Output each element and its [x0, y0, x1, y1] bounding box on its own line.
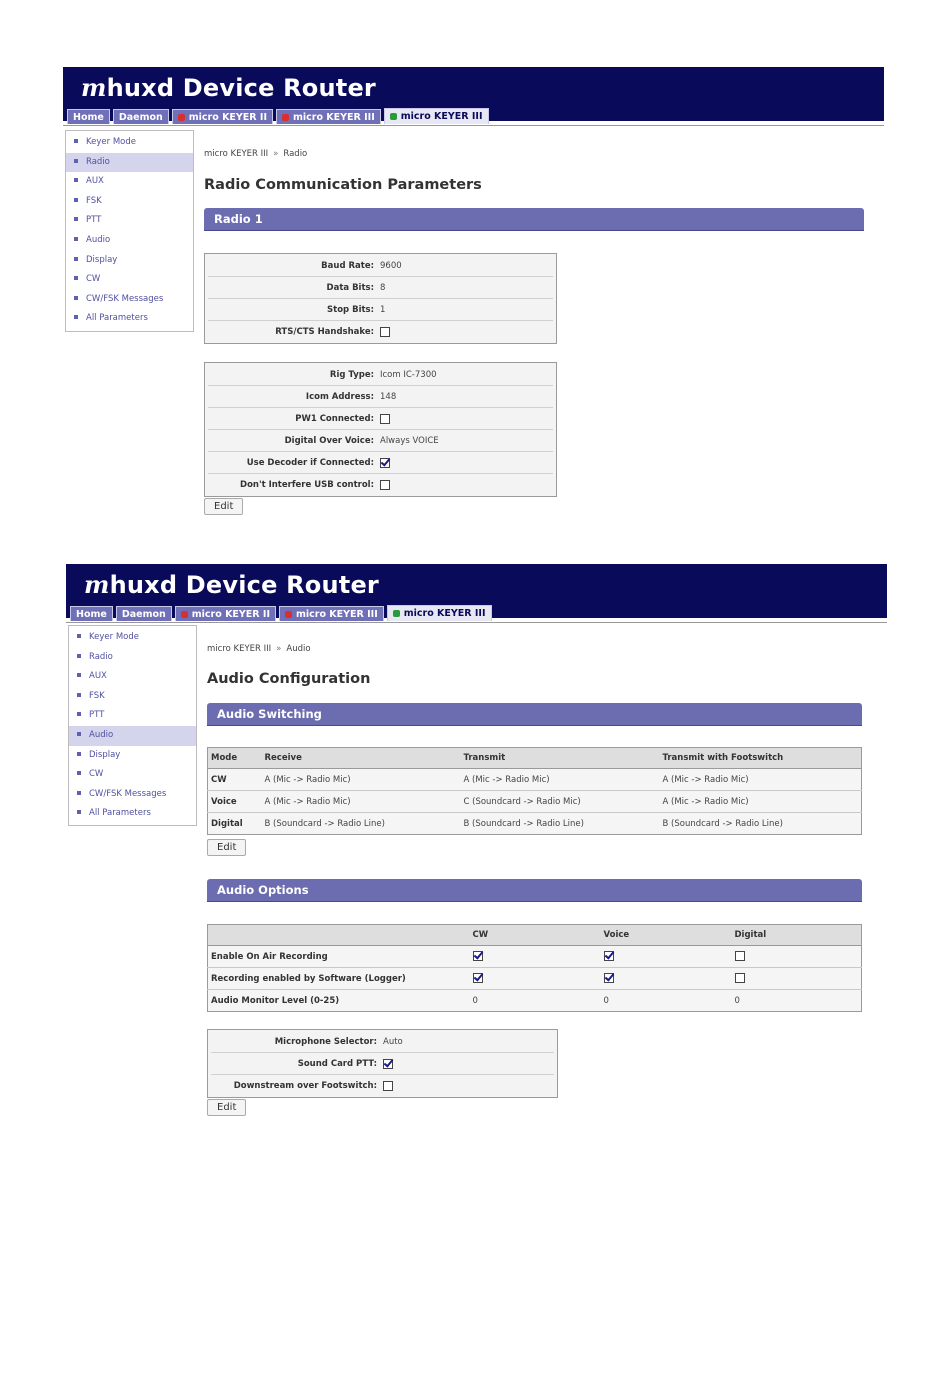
stop-bits-row: Stop Bits: 1: [208, 299, 553, 321]
sidebar-item-all-parameters[interactable]: All Parameters: [66, 309, 193, 329]
sidebar-item-display[interactable]: Display: [69, 746, 196, 766]
table-row: Recording enabled by Software (Logger): [208, 968, 862, 990]
sidebar-item-radio[interactable]: Radio: [66, 153, 193, 173]
tab-micro-keyer-iii-a[interactable]: micro KEYER III: [279, 606, 384, 621]
tab-home[interactable]: Home: [70, 606, 113, 621]
tab-micro-keyer-ii[interactable]: micro KEYER II: [172, 109, 273, 124]
switching-edit-button[interactable]: Edit: [207, 839, 246, 856]
audio-screen: [66, 564, 887, 1113]
audio-switching-table: [207, 747, 862, 835]
sidebar-item-cw-fsk-messages[interactable]: CW/FSK Messages: [66, 290, 193, 310]
sidebar-menu: [65, 130, 194, 332]
baud-rate-row: Baud Rate: 9600: [208, 255, 553, 277]
nav-tabs: [70, 602, 495, 618]
tab-daemon[interactable]: Daemon: [113, 109, 169, 124]
column-header: Voice: [601, 925, 732, 946]
sidebar-item-keyer-mode[interactable]: Keyer Mode: [66, 133, 193, 153]
dont-interfere-usb-row: Don't Interfere USB control:: [208, 474, 553, 495]
page-title: Audio Configuration: [207, 671, 371, 687]
column-header: Digital: [732, 925, 862, 946]
options-edit-button[interactable]: Edit: [207, 1099, 246, 1116]
mic-selector-value: Auto: [383, 1036, 403, 1047]
red-device-icon: [282, 114, 289, 121]
sidebar-item-cw[interactable]: CW: [66, 270, 193, 290]
on-air-recording-voice-checkbox[interactable]: [604, 951, 614, 961]
table-header: [208, 748, 862, 769]
software-recording-digital-checkbox[interactable]: [735, 973, 745, 983]
bullet-icon: [77, 673, 81, 677]
bullet-icon: [77, 712, 81, 716]
bullet-icon: [77, 693, 81, 697]
rig-type-row: Rig Type: Icom IC-7300: [208, 364, 553, 386]
breadcrumb-page: Audio: [286, 644, 311, 654]
radio-edit-button[interactable]: Edit: [204, 498, 243, 515]
tab-micro-keyer-iii-b[interactable]: micro KEYER III: [384, 108, 489, 124]
monitor-level-cw: 0: [470, 990, 601, 1012]
sidebar-item-cw-fsk-messages[interactable]: CW/FSK Messages: [69, 785, 196, 805]
mic-selector-row: Microphone Selector: Auto: [211, 1031, 554, 1053]
pw1-connected-row: PW1 Connected:: [208, 408, 553, 430]
rig-type-value: Icom IC-7300: [380, 369, 437, 380]
software-recording-cw-checkbox[interactable]: [473, 973, 483, 983]
icom-address-value: 148: [380, 391, 397, 402]
bullet-icon: [74, 257, 78, 261]
breadcrumb: micro KEYER III » Audio: [207, 644, 311, 654]
bullet-icon: [74, 276, 78, 280]
bullet-icon: [74, 296, 78, 300]
baud-rate-value: 9600: [380, 260, 402, 271]
red-device-icon: [178, 114, 185, 121]
app-header: [63, 67, 884, 121]
tab-home[interactable]: Home: [67, 109, 110, 124]
app-title: mhuxd Device Router: [84, 570, 379, 599]
app-header: [66, 564, 887, 618]
column-header: Transmit: [461, 748, 660, 769]
app-title: mhuxd Device Router: [81, 73, 376, 102]
rig-settings: [204, 362, 557, 497]
dont-interfere-usb-checkbox[interactable]: [380, 480, 390, 490]
on-air-recording-digital-checkbox[interactable]: [735, 951, 745, 961]
bullet-icon: [74, 159, 78, 163]
bullet-icon: [77, 810, 81, 814]
sidebar-item-aux[interactable]: AUX: [69, 667, 196, 687]
column-header: Transmit with Footswitch: [660, 748, 862, 769]
breadcrumb-device[interactable]: micro KEYER III: [204, 149, 269, 159]
tab-micro-keyer-iii-b[interactable]: micro KEYER III: [387, 605, 492, 621]
serial-settings: [204, 253, 557, 344]
breadcrumb-device[interactable]: micro KEYER III: [207, 644, 272, 654]
table-row: Voice A (Mic -> Radio Mic) C (Soundcard -> Radio Mic) A (Mic -> Radio Mic): [208, 791, 862, 813]
audio-options-table: [207, 924, 862, 1012]
page-title: Radio Communication Parameters: [204, 177, 482, 193]
bullet-icon: [74, 217, 78, 221]
red-device-icon: [285, 611, 292, 618]
table-row: CW A (Mic -> Radio Mic) A (Mic -> Radio Mic) A (Mic -> Radio Mic): [208, 769, 862, 791]
sidebar-item-audio[interactable]: Audio: [69, 726, 196, 746]
bullet-icon: [77, 634, 81, 638]
table-row: Digital B (Soundcard -> Radio Line) B (Soundcard -> Radio Line) B (Soundcard -> Radio Line): [208, 813, 862, 835]
use-decoder-row: Use Decoder if Connected:: [208, 452, 553, 474]
bullet-icon: [74, 178, 78, 182]
data-bits-row: Data Bits: 8: [208, 277, 553, 299]
sidebar-item-ptt[interactable]: PTT: [69, 706, 196, 726]
rts-cts-row: RTS/CTS Handshake:: [208, 321, 553, 342]
monitor-level-voice: 0: [601, 990, 732, 1012]
sidebar-item-keyer-mode[interactable]: Keyer Mode: [69, 628, 196, 648]
green-device-icon: [393, 610, 400, 617]
green-device-icon: [390, 113, 397, 120]
column-header: Mode: [208, 748, 262, 769]
downstream-footswitch-checkbox[interactable]: [383, 1081, 393, 1091]
on-air-recording-cw-checkbox[interactable]: [473, 951, 483, 961]
rts-cts-checkbox[interactable]: [380, 327, 390, 337]
bullet-icon: [77, 654, 81, 658]
radio-screen: [63, 67, 884, 512]
header-divider: [63, 125, 884, 126]
sidebar-item-cw[interactable]: CW: [69, 765, 196, 785]
table-header: [208, 925, 862, 946]
table-row: Audio Monitor Level (0-25) 0 0 0: [208, 990, 862, 1012]
sound-card-ptt-row: Sound Card PTT:: [211, 1053, 554, 1075]
sidebar-item-display[interactable]: Display: [66, 251, 193, 271]
bullet-icon: [74, 139, 78, 143]
column-header: Receive: [262, 748, 461, 769]
icom-address-row: Icom Address: 148: [208, 386, 553, 408]
section-radio-1: Radio 1: [204, 208, 864, 231]
sidebar-item-fsk[interactable]: FSK: [69, 687, 196, 707]
bullet-icon: [74, 237, 78, 241]
use-decoder-checkbox[interactable]: [380, 458, 390, 468]
bullet-icon: [77, 791, 81, 795]
microphone-settings: [207, 1029, 558, 1098]
digital-over-voice-value: Always VOICE: [380, 435, 439, 446]
sidebar-item-ptt[interactable]: PTT: [66, 211, 193, 231]
header-divider: [66, 622, 887, 623]
tab-micro-keyer-iii-a[interactable]: micro KEYER III: [276, 109, 381, 124]
downstream-footswitch-row: Downstream over Footswitch:: [211, 1075, 554, 1096]
bullet-icon: [77, 771, 81, 775]
monitor-level-digital: 0: [732, 990, 862, 1012]
column-header: [208, 925, 470, 946]
sidebar-item-aux[interactable]: AUX: [66, 172, 193, 192]
sidebar-item-all-parameters[interactable]: All Parameters: [69, 804, 196, 824]
software-recording-voice-checkbox[interactable]: [604, 973, 614, 983]
bullet-icon: [77, 752, 81, 756]
bullet-icon: [74, 315, 78, 319]
sidebar-item-fsk[interactable]: FSK: [66, 192, 193, 212]
section-audio-switching: Audio Switching: [207, 703, 862, 726]
pw1-connected-checkbox[interactable]: [380, 414, 390, 424]
nav-tabs: [67, 105, 492, 121]
tab-micro-keyer-ii[interactable]: micro KEYER II: [175, 606, 276, 621]
digital-over-voice-row: Digital Over Voice: Always VOICE: [208, 430, 553, 452]
tab-daemon[interactable]: Daemon: [116, 606, 172, 621]
breadcrumb-page: Radio: [283, 149, 308, 159]
data-bits-value: 8: [380, 282, 386, 293]
sidebar-menu: [68, 625, 197, 826]
bullet-icon: [77, 732, 81, 736]
red-device-icon: [181, 611, 188, 618]
section-audio-options: Audio Options: [207, 879, 862, 902]
table-row: Enable On Air Recording: [208, 946, 862, 968]
sidebar-item-radio[interactable]: Radio: [69, 648, 196, 668]
sidebar-item-audio[interactable]: Audio: [66, 231, 193, 251]
breadcrumb: micro KEYER III » Radio: [204, 149, 308, 159]
stop-bits-value: 1: [380, 304, 386, 315]
bullet-icon: [74, 198, 78, 202]
column-header: CW: [470, 925, 601, 946]
sound-card-ptt-checkbox[interactable]: [383, 1059, 393, 1069]
